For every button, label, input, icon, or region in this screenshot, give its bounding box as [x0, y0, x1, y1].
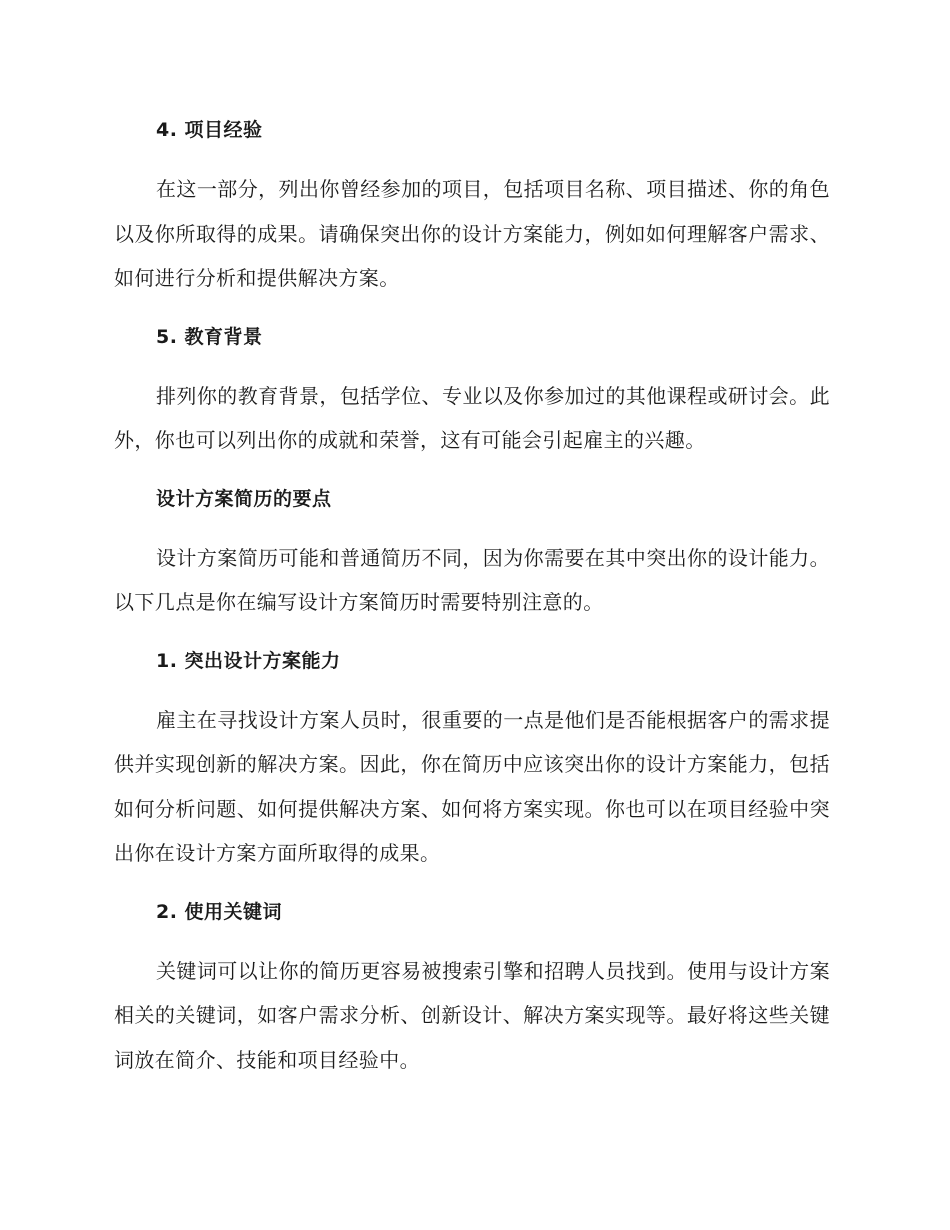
section-paragraph-project-experience: 在这一部分，列出你曾经参加的项目，包括项目名称、项目描述、你的角色以及你所取得的成果。请确保突出你的设计方案能力，例如如何理解客户需求、如何进行分析和提供解决方案。 [114, 177, 830, 290]
section-heading-highlight-design-ability: 1. 突出设计方案能力 [156, 649, 341, 672]
section-heading-education: 5. 教育背景 [156, 325, 263, 348]
spacer [114, 521, 830, 536]
section-paragraph-highlight-design-ability: 雇主在寻找设计方案人员时，很重要的一点是他们是否能根据客户的需求提供并实现创新的解决方案。因此，你在简历中应该突出你的设计方案能力，包括如何分析问题、如何提供解决方案、如何将方案实现。你也可以在项目经验中突出你在设计方案方面所取得的成果。 [114, 707, 830, 865]
spacer [114, 359, 830, 374]
spacer [114, 876, 830, 890]
section-heading-use-keywords: 2. 使用关键词 [156, 900, 283, 923]
section-paragraph-education: 排列你的教育背景，包括学位、专业以及你参加过的其他课程或研讨会。此外，你也可以列出你的成就和荣誉，这有可能会引起雇主的兴趣。 [114, 383, 830, 452]
section-heading-project-experience: 4. 项目经验 [156, 119, 263, 141]
spacer [114, 934, 830, 949]
spacer [114, 463, 830, 477]
spacer [114, 152, 830, 167]
spacer [114, 625, 830, 639]
spacer [114, 301, 830, 315]
section-paragraph-use-keywords: 关键词可以让你的简历更容易被搜索引擎和招聘人员找到。使用与设计方案相关的关键词，如客户需求分析、创新设计、解决方案实现等。最好将这些关键词放在简介、技能和项目经验中。 [114, 958, 830, 1072]
section-heading-resume-key-points: 设计方案简历的要点 [156, 487, 332, 510]
spacer [114, 683, 830, 698]
section-paragraph-resume-key-points: 设计方案简历可能和普通简历不同，因为你需要在其中突出你的设计能力。以下几点是你在编写设计方案简历时需要特别注意的。 [114, 545, 830, 614]
document-page [114, 108, 830, 1082]
